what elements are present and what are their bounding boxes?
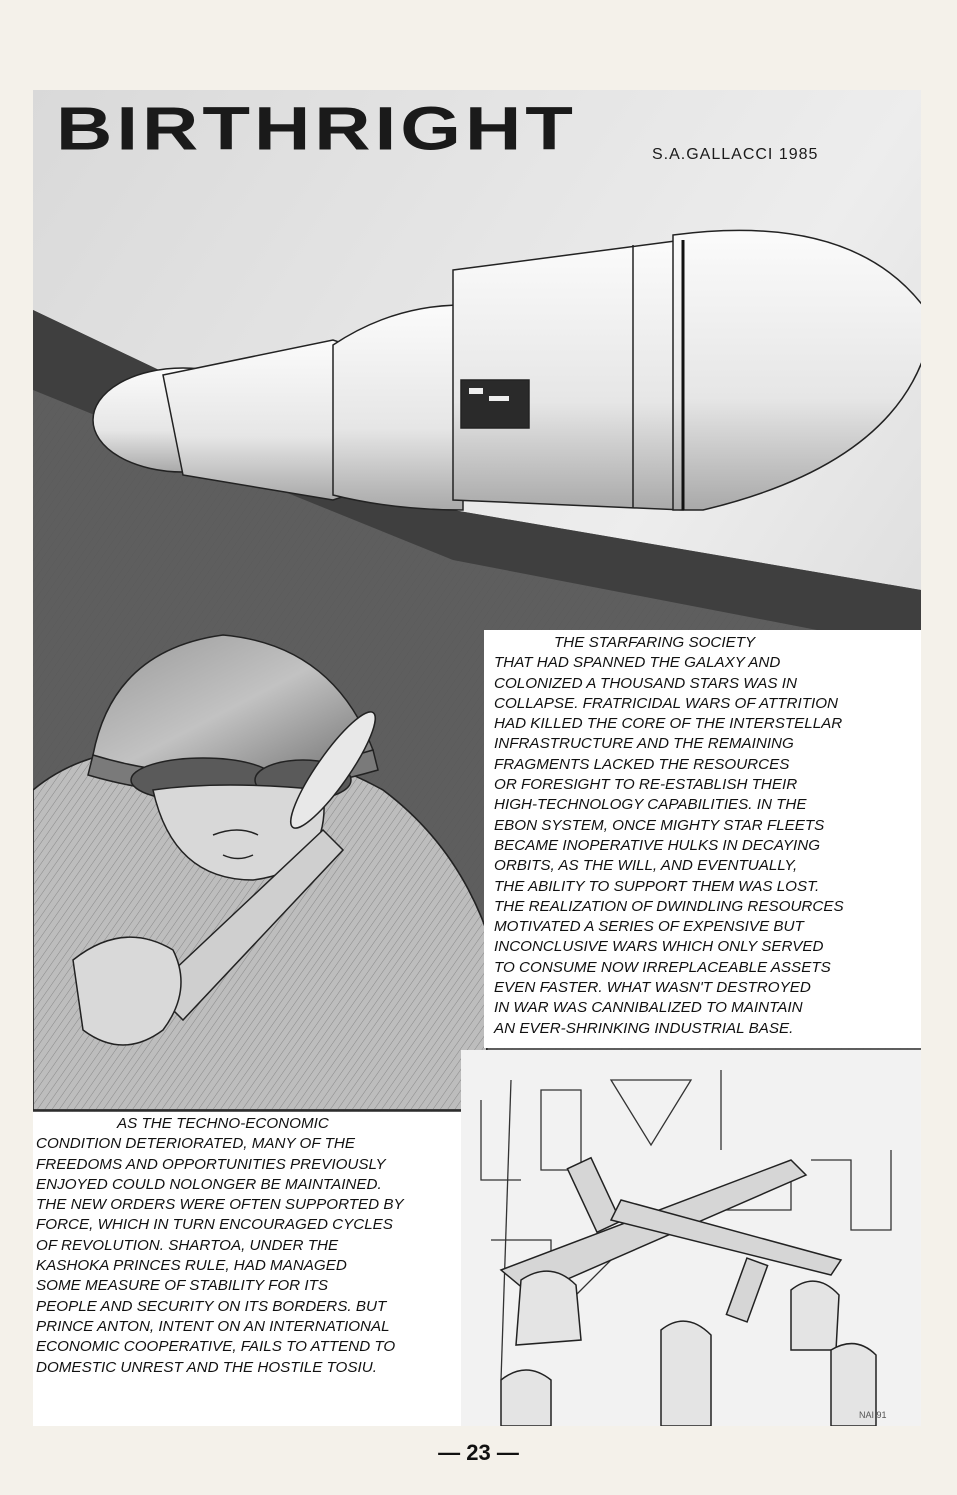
narration-box-top [484,630,921,1048]
caption-line: OF REVOLUTION. SHARTOA, UNDER THE [36,1236,339,1254]
caption-line: FREEDOMS AND OPPORTUNITIES PREVIOUSLY [36,1155,386,1173]
caption-line: AS THE TECHNO-ECONOMIC [117,1115,329,1132]
caption-line: FORCE, WHICH IN TURN ENCOURAGED CYCLES [36,1216,393,1234]
caption-line: THE REALIZATION OF DWINDLING RESOURCES [494,897,844,915]
caption-line: THE ABILITY TO SUPPORT THEM WAS LOST. [494,877,820,895]
caption-line: IN WAR WAS CANNIBALIZED TO MAINTAIN [494,999,803,1017]
caption-line: KASHOKA PRINCES RULE, HAD MANAGED [36,1257,347,1275]
caption-line: ENJOYED COULD NOLONGER BE MAINTAINED. [36,1175,382,1193]
caption-line: THE NEW ORDERS WERE OFTEN SUPPORTED BY [36,1196,404,1214]
caption-line: EBON SYSTEM, ONCE MIGHTY STAR FLEETS [494,816,825,834]
caption-line: THE STARFARING SOCIETY [554,634,756,651]
caption-line: MOTIVATED A SERIES OF EXPENSIVE BUT [494,918,804,936]
caption-line: HAD KILLED THE CORE OF THE INTERSTELLAR [494,715,843,733]
revolution-drawing [461,1050,921,1426]
caption-line: COLLAPSE. FRATRICIDAL WARS OF ATTRITION [494,694,839,712]
caption-line: INFRASTRUCTURE AND THE REMAINING [494,735,794,753]
caption-line: ECONOMIC COOPERATIVE, FAILS TO ATTEND TO [36,1338,396,1356]
revolution-panel [461,1050,921,1426]
author-credit: S.A.GALLACCI 1985 [652,146,819,163]
caption-line: THAT HAD SPANNED THE GALAXY AND [494,654,781,672]
caption-line: DOMESTIC UNREST AND THE HOSTILE TOSIU. [36,1358,377,1376]
caption-line: SOME MEASURE OF STABILITY FOR ITS [36,1277,328,1295]
caption-line: EVEN FASTER. WHAT WASN'T DESTROYED [494,979,811,997]
caption-line: OR FORESIGHT TO RE-ESTABLISH THEIR [494,776,798,794]
caption-line: FRAGMENTS LACKED THE RESOURCES [494,755,790,773]
page-number: — 23 — [438,1440,519,1465]
caption-line: HIGH-TECHNOLOGY CAPABILITIES. IN THE [494,796,807,814]
caption-line: COLONIZED A THOUSAND STARS WAS IN [494,674,797,692]
caption-line: BECAME INOPERATIVE HULKS IN DECAYING [494,836,821,854]
comic-title: BIRTHRIGHT [56,94,577,163]
caption-line: AN EVER-SHRINKING INDUSTRIAL BASE. [494,1019,794,1037]
caption-line: INCONCLUSIVE WARS WHICH ONLY SERVED [494,938,824,956]
artist-mark: NAI 91 [859,1410,887,1420]
caption-line: TO CONSUME NOW IRREPLACEABLE ASSETS [494,958,831,976]
caption-line: CONDITION DETERIORATED, MANY OF THE [36,1135,355,1153]
caption-line: ORBITS, AS THE WILL, AND EVENTUALLY, [494,857,798,875]
caption-line: PEOPLE AND SECURITY ON ITS BORDERS. BUT [36,1297,387,1315]
caption-line: PRINCE ANTON, INTENT ON AN INTERNATIONAL [36,1317,390,1335]
narration-box-bottom [33,1112,461,1426]
